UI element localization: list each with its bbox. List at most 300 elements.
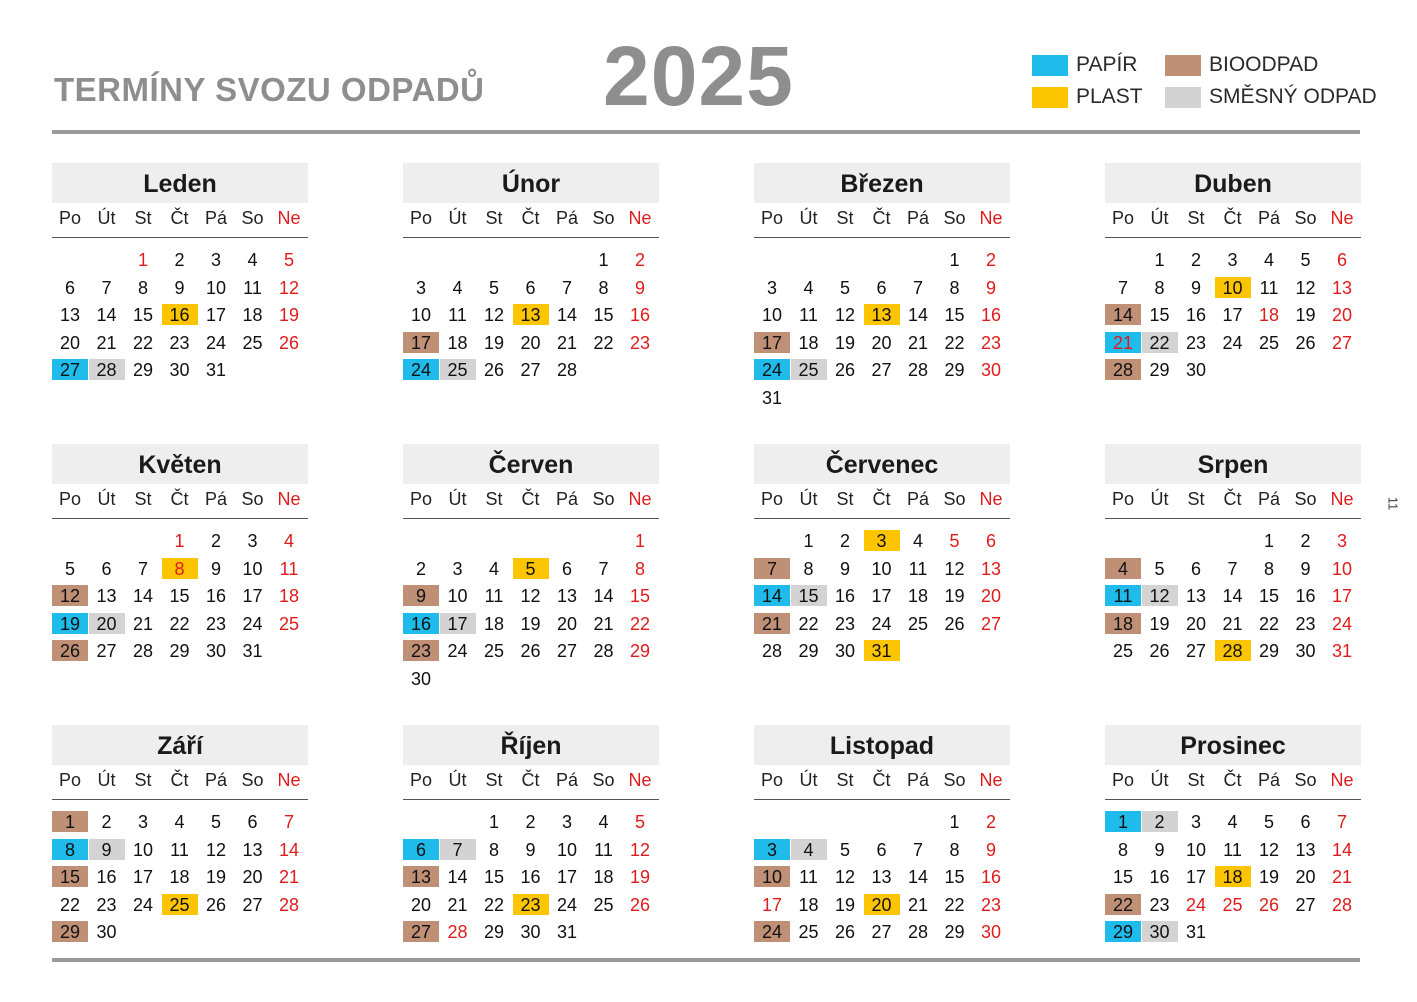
day-cell: 21 (907, 894, 929, 915)
day-cell: 6 (64, 277, 75, 298)
day-cell: 5 (634, 812, 645, 832)
weekday-label: Pá (1257, 770, 1281, 790)
day-cell: 23 (1185, 332, 1207, 353)
day-cell: 19 (944, 586, 965, 607)
day-cell: 15 (1149, 305, 1170, 326)
weekday-label: Ne (979, 208, 1003, 228)
weekday-label: Pá (555, 770, 579, 790)
day-cell: 25 (162, 894, 198, 915)
month-title: Květen (52, 444, 308, 484)
month-title: Duben (1105, 163, 1361, 203)
day-cell: 11 (170, 839, 189, 860)
day-cell: 21 (593, 613, 614, 634)
day-cell: 28 (907, 922, 929, 943)
day-cell: 20 (1185, 613, 1207, 634)
day-cell: 2 (1142, 811, 1178, 832)
month-title: Únor (403, 163, 659, 203)
day-cell: 28 (132, 641, 154, 662)
day-cell: 11 (908, 558, 928, 579)
day-cell: 27 (980, 613, 1002, 634)
day-cell: 31 (242, 641, 263, 662)
weekday-header (52, 484, 308, 519)
day-cell: 4 (283, 531, 294, 551)
weekday-label: So (1294, 208, 1317, 228)
weekday-header (52, 765, 308, 800)
weekday-label: Pá (906, 208, 930, 228)
weekday-label: Po (409, 208, 433, 228)
day-cell: 22 (1142, 332, 1178, 353)
day-cell: 10 (1215, 277, 1251, 298)
day-cell: 18 (1258, 305, 1280, 326)
papir-swatch (1032, 55, 1068, 76)
day-cell: 4 (1105, 558, 1141, 579)
day-cell: 16 (520, 867, 541, 888)
day-cell: 2 (1190, 250, 1201, 270)
day-cell: 26 (834, 922, 856, 943)
smesny-legend (1165, 85, 1377, 109)
day-cell: 5 (1154, 558, 1165, 579)
weekday-label: So (592, 208, 615, 228)
day-cell: 10 (556, 839, 578, 860)
day-cell: 11 (1259, 277, 1279, 298)
day-cell: 21 (278, 867, 300, 888)
day-cell: 18 (907, 586, 929, 607)
day-cell: 2 (101, 812, 112, 832)
day-cell: 30 (205, 641, 227, 662)
day-cell: 20 (864, 894, 900, 915)
day-cell: 19 (834, 894, 856, 915)
day-cell: 22 (798, 613, 819, 634)
weekday-header (1105, 765, 1361, 800)
day-cell: 1 (598, 250, 609, 270)
day-cell: 15 (1112, 867, 1134, 888)
smesny-label: SMĚSNÝ ODPAD (1209, 85, 1377, 108)
day-cell: 19 (205, 867, 227, 888)
day-cell: 29 (1105, 921, 1141, 942)
weekday-label: Út (97, 208, 116, 228)
weekday-label: So (592, 770, 615, 790)
day-cell: 9 (1190, 277, 1201, 298)
day-cell: 25 (1222, 894, 1243, 915)
day-cell: 6 (1300, 812, 1311, 832)
day-cell: 8 (1263, 558, 1274, 579)
day-cell: 26 (1258, 894, 1280, 915)
month-11 (754, 725, 1010, 970)
weekday-label: Po (760, 208, 784, 228)
day-cell: 17 (242, 586, 263, 607)
day-cell: 28 (1105, 359, 1141, 380)
day-cell: 12 (1142, 585, 1178, 606)
day-cell: 8 (488, 839, 499, 860)
day-cell: 22 (132, 332, 154, 353)
day-cell: 19 (278, 305, 300, 326)
day-cell: 28 (89, 359, 125, 380)
day-cell: 11 (279, 558, 299, 579)
weekday-label: Út (97, 770, 116, 790)
day-cell: 5 (513, 558, 549, 579)
day-cell: 4 (174, 812, 185, 832)
weekday-label: Čt (170, 489, 189, 509)
weekday-label: Ne (628, 208, 652, 228)
day-cell: 7 (1117, 277, 1128, 298)
day-cell: 20 (1295, 867, 1316, 888)
day-cell: 3 (1336, 531, 1347, 551)
day-cell: 9 (210, 558, 221, 579)
day-cell: 19 (834, 332, 856, 353)
day-cell: 28 (593, 641, 614, 662)
month-10 (403, 725, 659, 970)
day-cell: 2 (634, 250, 645, 270)
day-cell: 1 (1105, 811, 1141, 832)
day-cell: 30 (169, 360, 190, 381)
day-cell: 16 (834, 586, 856, 607)
day-cell: 14 (1222, 586, 1243, 607)
days-grid (403, 238, 659, 408)
day-cell: 18 (278, 586, 300, 607)
day-cell: 4 (912, 531, 923, 551)
day-cell: 10 (447, 586, 468, 607)
day-cell: 28 (1215, 640, 1251, 661)
day-cell: 21 (556, 332, 578, 353)
day-cell: 17 (1222, 305, 1243, 326)
day-cell: 3 (561, 812, 572, 832)
day-cell: 26 (52, 640, 88, 661)
day-cell: 25 (1258, 332, 1280, 353)
day-cell: 14 (593, 586, 614, 607)
page-number: 11 (1385, 496, 1401, 511)
day-cell: 23 (980, 894, 1002, 915)
day-cell: 16 (96, 867, 117, 888)
day-cell: 18 (1105, 613, 1141, 634)
weekday-label: Po (1111, 208, 1135, 228)
day-cell: 30 (520, 922, 541, 943)
weekday-label: Út (799, 770, 818, 790)
day-cell: 6 (247, 812, 258, 832)
day-cell: 1 (52, 811, 88, 832)
day-cell: 26 (520, 641, 541, 662)
day-cell: 11 (799, 305, 818, 326)
day-cell: 6 (101, 558, 112, 579)
day-cell: 5 (949, 531, 960, 551)
day-cell: 3 (864, 530, 900, 551)
weekday-label: Ne (628, 770, 652, 790)
day-cell: 14 (1331, 839, 1353, 860)
weekday-label: So (241, 208, 264, 228)
day-cell: 29 (1258, 641, 1280, 662)
weekday-label: Čt (872, 770, 891, 790)
weekday-header (403, 484, 659, 519)
day-cell: 9 (985, 277, 996, 298)
day-cell: 3 (754, 839, 790, 860)
weekday-label: Pá (1257, 489, 1281, 509)
day-cell: 5 (839, 277, 850, 298)
day-cell: 3 (452, 558, 463, 579)
day-cell: 4 (1263, 250, 1274, 270)
day-cell: 1 (174, 531, 185, 551)
day-cell: 22 (59, 894, 81, 915)
day-cell: 24 (1222, 332, 1243, 353)
day-cell: 12 (520, 586, 541, 607)
day-cell: 11 (484, 586, 504, 607)
day-cell: 22 (1105, 894, 1141, 915)
weekday-label: Čt (521, 770, 540, 790)
day-cell: 7 (137, 558, 148, 579)
month-title: Leden (52, 163, 308, 203)
day-cell: 10 (1331, 558, 1353, 579)
day-cell: 23 (629, 332, 651, 353)
day-cell: 30 (1295, 641, 1316, 662)
month-4 (1105, 163, 1361, 408)
day-cell: 17 (556, 867, 578, 888)
day-cell: 22 (593, 332, 614, 353)
day-cell: 3 (415, 277, 426, 298)
day-cell: 14 (754, 585, 790, 606)
day-cell: 6 (876, 277, 887, 298)
day-cell: 22 (169, 613, 190, 634)
day-cell: 4 (791, 839, 827, 860)
day-cell: 9 (839, 558, 850, 579)
weekday-label: Čt (1223, 489, 1242, 509)
month-title: Červen (403, 444, 659, 484)
day-cell: 15 (944, 867, 965, 888)
day-cell: 24 (205, 332, 227, 353)
day-cell: 5 (488, 277, 499, 298)
day-cell: 1 (634, 531, 645, 551)
day-cell: 28 (278, 894, 300, 915)
day-cell: 22 (944, 894, 965, 915)
day-cell: 29 (629, 641, 651, 662)
day-cell: 25 (483, 641, 505, 662)
day-cell: 17 (205, 305, 227, 326)
weekday-label: Čt (872, 208, 891, 228)
weekday-label: St (836, 208, 854, 228)
month-title: Listopad (754, 725, 1010, 765)
weekday-header (754, 484, 1010, 519)
day-cell: 21 (132, 613, 154, 634)
day-cell: 2 (174, 250, 185, 270)
day-cell: 12 (1295, 277, 1316, 298)
day-cell: 26 (205, 894, 227, 915)
month-6 (403, 444, 659, 689)
weekday-label: Pá (906, 770, 930, 790)
days-grid (754, 238, 1010, 408)
day-cell: 31 (1331, 641, 1353, 662)
day-cell: 24 (754, 921, 790, 942)
month-title: Září (52, 725, 308, 765)
weekday-label: Pá (555, 489, 579, 509)
day-cell: 15 (132, 305, 154, 326)
weekday-label: So (943, 489, 966, 509)
day-cell: 23 (169, 332, 190, 353)
day-cell: 20 (242, 867, 263, 888)
day-cell: 7 (1227, 558, 1238, 579)
day-cell: 22 (944, 332, 965, 353)
top-rule (52, 130, 1360, 134)
weekday-label: Po (1111, 489, 1135, 509)
day-cell: 6 (1190, 558, 1201, 579)
day-cell: 17 (1185, 867, 1207, 888)
day-cell: 12 (483, 305, 505, 326)
weekday-header (403, 203, 659, 238)
day-cell: 10 (754, 866, 790, 887)
weekday-label: Ne (1330, 208, 1354, 228)
weekday-label: Po (58, 489, 82, 509)
month-7 (754, 444, 1010, 689)
day-cell: 13 (242, 839, 263, 860)
day-cell: 29 (944, 360, 965, 381)
day-cell: 28 (1331, 894, 1353, 915)
days-grid (52, 238, 308, 408)
weekday-header (1105, 203, 1361, 238)
weekday-label: Po (760, 770, 784, 790)
weekday-header (52, 203, 308, 238)
day-cell: 21 (1105, 332, 1141, 353)
day-cell: 9 (174, 277, 185, 298)
day-cell: 21 (447, 894, 468, 915)
month-title: Březen (754, 163, 1010, 203)
day-cell: 13 (1185, 586, 1207, 607)
weekday-label: Ne (277, 770, 301, 790)
day-cell: 26 (1149, 641, 1170, 662)
weekday-label: Ne (1330, 489, 1354, 509)
day-cell: 31 (864, 640, 900, 661)
month-title: Prosinec (1105, 725, 1361, 765)
day-cell: 8 (52, 839, 88, 860)
day-cell: 30 (980, 922, 1002, 943)
weekday-label: So (943, 770, 966, 790)
weekday-label: St (1187, 770, 1205, 790)
day-cell: 27 (1185, 641, 1207, 662)
day-cell: 23 (834, 613, 856, 634)
day-cell: 6 (876, 839, 887, 860)
papir-legend (1032, 53, 1137, 77)
day-cell: 28 (556, 360, 578, 381)
weekday-label: Pá (204, 489, 228, 509)
day-cell: 7 (912, 839, 923, 860)
day-cell: 22 (483, 894, 505, 915)
day-cell: 29 (52, 921, 88, 942)
weekday-label: So (943, 208, 966, 228)
day-cell: 12 (52, 585, 88, 606)
day-cell: 10 (871, 558, 892, 579)
day-cell: 13 (556, 586, 578, 607)
day-cell: 1 (949, 812, 960, 832)
day-cell: 25 (440, 359, 476, 380)
day-cell: 4 (452, 277, 463, 298)
day-cell: 5 (1263, 812, 1274, 832)
day-cell: 11 (594, 839, 613, 860)
day-cell: 19 (483, 332, 505, 353)
day-cell: 2 (985, 812, 996, 832)
day-cell: 25 (242, 332, 263, 353)
weekday-label: Ne (979, 489, 1003, 509)
day-cell: 12 (278, 277, 300, 298)
day-cell: 24 (871, 613, 892, 634)
weekday-label: Út (1150, 770, 1169, 790)
day-cell: 21 (754, 613, 790, 634)
day-cell: 30 (410, 669, 432, 689)
weekday-label: Pá (906, 489, 930, 509)
month-2 (403, 163, 659, 408)
weekday-label: St (134, 208, 152, 228)
month-title: Říjen (403, 725, 659, 765)
day-cell: 29 (944, 922, 965, 943)
day-cell: 18 (798, 894, 819, 915)
day-cell: 10 (132, 839, 154, 860)
weekday-label: St (1187, 208, 1205, 228)
day-cell: 30 (834, 641, 856, 662)
day-cell: 11 (448, 305, 467, 326)
day-cell: 7 (1336, 812, 1347, 832)
weekday-label: Pá (555, 208, 579, 228)
day-cell: 3 (766, 277, 777, 298)
day-cell: 8 (634, 558, 645, 579)
day-cell: 31 (761, 388, 783, 408)
day-cell: 3 (210, 250, 221, 270)
weekday-label: Po (58, 770, 82, 790)
day-cell: 8 (949, 277, 960, 298)
weekday-label: Čt (872, 489, 891, 509)
day-cell: 4 (247, 250, 258, 270)
day-cell: 29 (132, 360, 154, 381)
day-cell: 15 (593, 305, 614, 326)
year-heading: 2025 (603, 29, 794, 123)
day-cell: 24 (754, 359, 790, 380)
day-cell: 10 (410, 305, 432, 326)
day-cell: 25 (1112, 641, 1134, 662)
day-cell: 4 (598, 812, 609, 832)
day-cell: 7 (561, 277, 572, 298)
day-cell: 16 (980, 305, 1002, 326)
weekday-label: Po (760, 489, 784, 509)
day-cell: 27 (96, 641, 117, 662)
day-cell: 17 (132, 867, 154, 888)
day-cell: 16 (1149, 867, 1170, 888)
day-cell: 1 (1263, 531, 1274, 551)
day-cell: 27 (403, 921, 439, 942)
smesny-swatch (1165, 87, 1201, 108)
day-cell: 30 (980, 360, 1002, 381)
day-cell: 30 (1142, 921, 1178, 942)
day-cell: 6 (1336, 250, 1347, 270)
day-cell: 7 (754, 558, 790, 579)
weekday-label: Ne (979, 770, 1003, 790)
day-cell: 12 (205, 839, 227, 860)
weekday-label: Ne (628, 489, 652, 509)
day-cell: 23 (513, 894, 549, 915)
weekday-label: So (241, 770, 264, 790)
day-cell: 28 (447, 922, 468, 943)
day-cell: 13 (513, 304, 549, 325)
day-cell: 24 (132, 894, 154, 915)
month-title: Červenec (754, 444, 1010, 484)
weekday-label: Út (448, 489, 467, 509)
day-cell: 7 (912, 277, 923, 298)
day-cell: 6 (561, 558, 572, 579)
weekday-header (1105, 484, 1361, 519)
weekday-label: Út (97, 489, 116, 509)
weekday-label: St (836, 770, 854, 790)
day-cell: 5 (64, 558, 75, 579)
day-cell: 20 (980, 586, 1002, 607)
weekday-label: So (1294, 770, 1317, 790)
day-cell: 20 (59, 332, 81, 353)
weekday-label: Čt (1223, 770, 1242, 790)
day-cell: 28 (907, 360, 929, 381)
day-cell: 5 (210, 812, 221, 832)
page-title: TERMÍNY SVOZU ODPADŮ (54, 71, 485, 108)
day-cell: 13 (403, 866, 439, 887)
